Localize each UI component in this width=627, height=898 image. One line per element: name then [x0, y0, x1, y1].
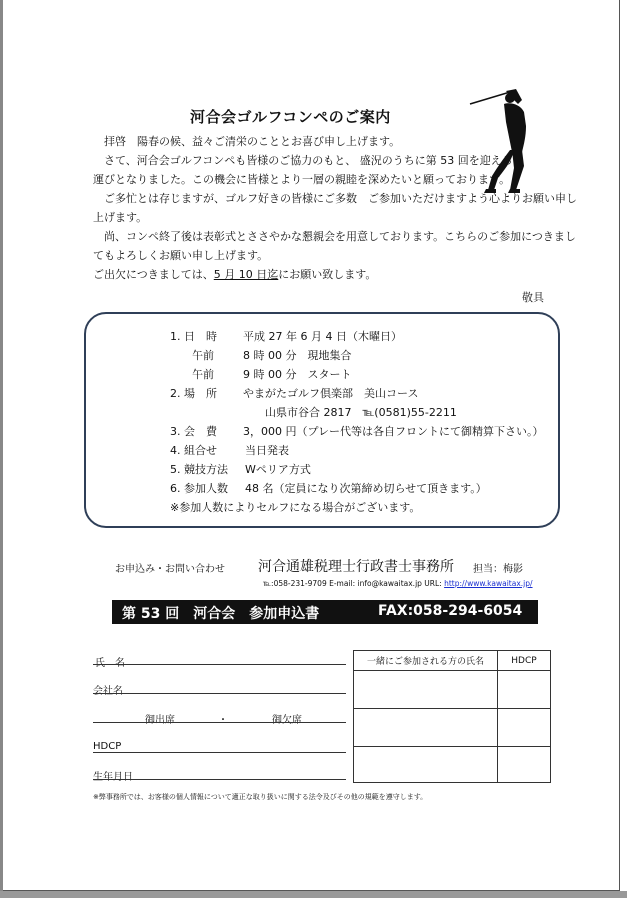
detail-groups-label: 4. 組合せ	[170, 444, 217, 457]
contact-person: 担当：梅影	[473, 564, 523, 575]
party-line-2: てもよろしくお願い申し上げます。	[93, 249, 269, 262]
detail-meet-value: 8 時 00 分 現地集合	[243, 349, 352, 362]
contact-tel-email: ℡:058-231-9709 E-mail: info@kawaitax.jp URL:	[263, 579, 445, 588]
party-line-1: 尚、コンペ終了後は表彰式とささやかな懇親会を用意しております。こちらのご参加につきまし	[104, 230, 576, 243]
request-line-2: 上げます。	[93, 211, 148, 224]
company-label: 会社名	[93, 686, 123, 697]
absent-option[interactable]: 御欠席	[272, 715, 302, 726]
hdcp-label: HDCP	[93, 741, 122, 752]
banner-title: 第 53 回 河合会 参加申込書	[122, 606, 320, 622]
detail-capacity-label: 6. 参加人数	[170, 482, 228, 495]
companion-name-header: 一緒にご参加される方の氏名	[354, 651, 498, 671]
greeting-text: 拝啓 陽春の候、益々ご清栄のこととお喜び申し上げます。	[104, 135, 401, 148]
companion-name-cell[interactable]	[354, 671, 498, 709]
companion-hdcp-cell[interactable]	[498, 671, 551, 709]
birthdate-label: 生年月日	[93, 772, 133, 783]
website-link[interactable]: http://www.kawaitax.jp/	[444, 579, 533, 588]
detail-place-value: やまがたゴルフ倶楽部 美山コース	[243, 387, 419, 400]
privacy-notice: ※弊事務所では、お客様の個人情報について適正な取り扱いに関する法令及びその他の規範を遵守します。	[93, 793, 428, 801]
detail-meet-label: 午前	[192, 349, 214, 362]
deadline-pre: ご出欠につきましては、	[93, 268, 214, 281]
banner-fax: FAX:058-294-6054	[378, 603, 523, 619]
companion-table	[353, 650, 551, 783]
greeting-paragraph	[93, 132, 400, 151]
detail-fee-value: 3，000 円（プレー代等は各自フロントにて御精算下さい。）	[243, 425, 544, 438]
attendance-line	[93, 722, 346, 723]
page-title: 河合会ゴルフコンペのご案内	[190, 108, 391, 126]
deadline-paragraph	[93, 265, 376, 284]
birthdate-field[interactable]	[93, 779, 346, 780]
office-name: 河合通雄税理士行政書士事務所	[258, 559, 454, 575]
deadline-post: にお願い致します。	[278, 268, 377, 281]
closing-word: 敬具	[522, 291, 544, 304]
companion-hdcp-header: HDCP	[498, 651, 551, 671]
attend-separator: ・	[218, 715, 228, 726]
company-field[interactable]	[93, 693, 346, 694]
detail-format-value: Wペリア方式	[245, 463, 311, 476]
application-banner	[112, 600, 538, 624]
detail-fee-label: 3. 会 費	[170, 425, 217, 438]
window-edge-bottom	[0, 891, 627, 898]
intro-line-1: さて、河合会ゴルフコンペも皆様のご協力のもと、 盛況のうちに第 53 回を迎える	[104, 154, 513, 167]
detail-place-label: 2. 場 所	[170, 387, 217, 400]
companion-hdcp-cell[interactable]	[498, 709, 551, 747]
companion-name-cell[interactable]	[354, 747, 498, 783]
detail-note: ※参加人数によりセルフになる場合がございます。	[170, 501, 421, 514]
detail-date-label: 1. 日 時	[170, 330, 217, 343]
detail-groups-value: 当日発表	[245, 444, 289, 457]
request-paragraph	[93, 189, 577, 227]
detail-start-label: 午前	[192, 368, 214, 381]
party-paragraph	[93, 227, 576, 265]
detail-capacity-value: 48 名（定員になり次第締め切らせて頂きます。）	[245, 482, 487, 495]
hdcp-field[interactable]	[93, 752, 346, 753]
attend-option[interactable]: 御出席	[145, 715, 175, 726]
detail-address: 山県市谷合 2817 ℡(0581)55-2211	[265, 406, 457, 419]
contact-label: お申込み・お問い合わせ	[115, 564, 225, 575]
detail-date-value: 平成 27 年 6 月 4 日（木曜日）	[243, 330, 402, 343]
deadline-date: 5 月 10 日迄	[213, 268, 279, 281]
companion-name-cell[interactable]	[354, 709, 498, 747]
detail-start-value: 9 時 00 分 スタート	[243, 368, 352, 381]
window-edge	[0, 0, 3, 898]
intro-paragraph	[93, 151, 513, 189]
name-field[interactable]	[93, 664, 346, 665]
companion-hdcp-cell[interactable]	[498, 747, 551, 783]
name-label: 氏 名	[95, 658, 125, 669]
request-line-1: ご多忙とは存じますが、ゴルフ好きの皆様にご多数 ご参加いただけますよう心よりお願い申し	[104, 192, 577, 205]
intro-line-2: 運びとなりました。この機会に皆様とより一層の親睦を深めたいと願っております。	[93, 173, 511, 186]
contact-info	[263, 579, 533, 588]
detail-format-label: 5. 競技方法	[170, 463, 228, 476]
